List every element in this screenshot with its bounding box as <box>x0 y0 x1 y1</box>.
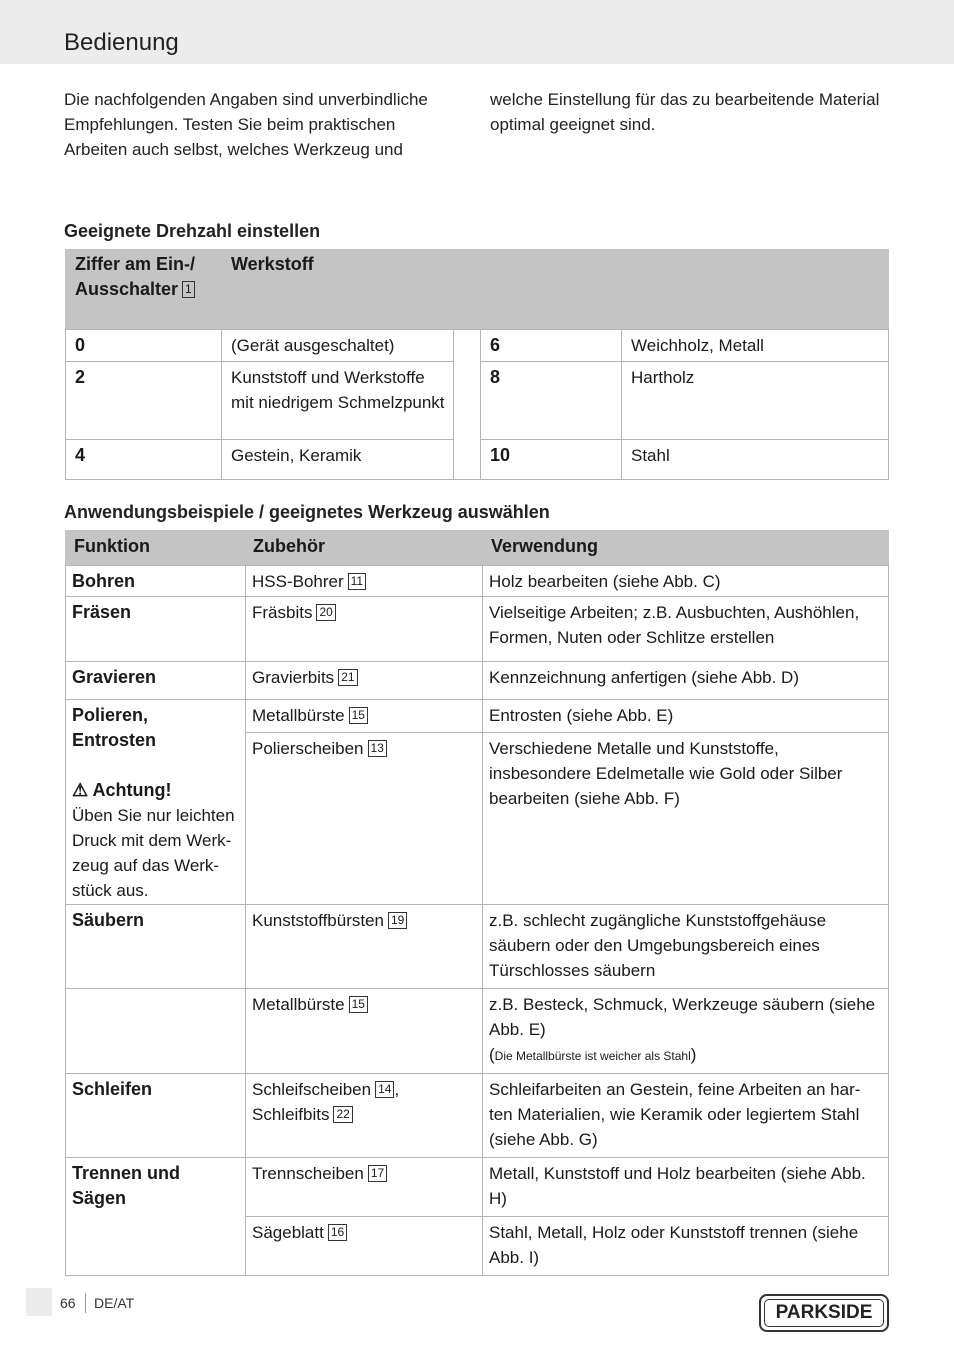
speed-digit: 10 <box>480 439 622 480</box>
speed-digit: 2 <box>65 361 222 440</box>
function-cell: Fräsen <box>65 596 246 662</box>
speed-table-spacer <box>453 329 481 480</box>
speed-header-material: Werkstoff <box>231 254 314 274</box>
speed-table-title: Geeignete Drehzahl einstellen <box>64 221 321 241</box>
footer-tab <box>26 1288 52 1316</box>
header-accessory: Zubehör <box>253 536 325 556</box>
speed-material: Kunststoff und Werkstoffe mit niedrigem Schmelzpunkt <box>221 361 454 440</box>
ref-number: 11 <box>348 573 366 590</box>
header-usage: Verwendung <box>491 536 599 556</box>
function-cell: Trennen und Sägen <box>65 1157 246 1276</box>
speed-material: Weichholz, Metall <box>621 329 889 362</box>
usage-cell: Holz bearbeiten (siehe Abb. C) <box>482 565 889 597</box>
page-title: Bedienung <box>64 29 179 56</box>
function-cell: Schleifen <box>65 1073 246 1158</box>
footer-divider <box>85 1293 86 1313</box>
usage-note: Die Metallbürste ist weicher als Stahl <box>494 1049 691 1063</box>
usage-cell: Entrosten (siehe Abb. E) <box>482 699 889 733</box>
accessory-cell: Sägeblatt 16 <box>245 1216 483 1276</box>
accessory-cell: Metallbürste 15 <box>245 988 483 1074</box>
speed-digit: 6 <box>480 329 622 362</box>
accessory-cell: Gravierbits 21 <box>245 661 483 700</box>
function-cell: Bohren <box>65 565 246 597</box>
ref-number: 17 <box>368 1165 387 1182</box>
ref-number: 14 <box>375 1081 394 1098</box>
ref-number: 21 <box>338 669 357 686</box>
speed-material: (Gerät ausgeschaltet) <box>221 329 454 362</box>
speed-digit: 4 <box>65 439 222 480</box>
accessory-cell: Fräsbits 20 <box>245 596 483 662</box>
accessory-cell: Polierscheiben 13 <box>245 732 483 905</box>
function-cell: Gravieren <box>65 661 246 700</box>
ref-number: 15 <box>349 996 368 1013</box>
ref-number: 22 <box>333 1106 352 1123</box>
brand-logo <box>759 1294 889 1332</box>
ref-number: 1 <box>182 281 195 298</box>
usage-table-title: Anwendungsbeispiele / geeignetes Werkzeug auswählen <box>64 502 550 522</box>
ref-number: 16 <box>328 1224 347 1241</box>
warning-icon: ⚠ <box>72 780 89 800</box>
function-cell-empty <box>65 988 246 1074</box>
intro-text-left: Die nachfolgenden Angaben sind unverbindliche Empfehlungen. Testen Sie beim praktischen Arbeiten auch selbst, welches Werkzeug und <box>64 90 428 159</box>
warning-heading: ⚠ Achtung! <box>72 780 172 800</box>
accessory-cell: Metallbürste 15 <box>245 699 483 733</box>
brand-logo-text: PARKSIDE <box>764 1299 884 1327</box>
accessory-cell: Kunststoffbürsten 19 <box>245 904 483 989</box>
usage-cell: z.B. Besteck, Schmuck, Werkzeuge säubern (siehe Abb. E) (Die Metallbürste ist weicher als Stahl) <box>482 988 889 1074</box>
usage-cell: Vielseitige Arbeiten; z.B. Ausbuchten, Aushöhlen, Formen, Nuten oder Schlitze erstellen <box>482 596 889 662</box>
intro-text-right: welche Einstellung für das zu bearbeitende Material optimal geeignet sind. <box>490 90 880 134</box>
warning-text: Üben Sie nur leichten Druck mit dem Werk- zeug auf das Werk- stück aus. <box>72 806 235 900</box>
usage-cell: Verschiedene Metalle und Kunststoffe, insbesondere Edelmetalle wie Gold oder Silber bearbeiten (siehe Abb. F) <box>482 732 889 905</box>
usage-cell: Kennzeichnung anfertigen (siehe Abb. D) <box>482 661 889 700</box>
page-header <box>0 0 954 64</box>
header-function: Funktion <box>74 536 150 556</box>
speed-material: Hartholz <box>621 361 889 440</box>
ref-number: 13 <box>368 740 387 757</box>
language-code: DE/AT <box>94 1295 135 1311</box>
speed-digit: 8 <box>480 361 622 440</box>
speed-material: Stahl <box>621 439 889 480</box>
accessory-cell: Trennscheiben 17 <box>245 1157 483 1217</box>
ref-number: 15 <box>349 707 368 724</box>
page-number: 66 <box>60 1295 76 1311</box>
usage-cell: Stahl, Metall, Holz oder Kunststoff trennen (siehe Abb. I) <box>482 1216 889 1276</box>
accessory-cell: HSS-Bohrer 11 <box>245 565 483 597</box>
speed-header-digit: Ziffer am Ein-/ Ausschalter 1 <box>75 254 196 299</box>
usage-cell: z.B. schlecht zugängliche Kunststoffgehäuse säubern oder den Umgebungsbereich eines Türschlosses säubern <box>482 904 889 989</box>
function-cell-polieren: Polieren, Entrosten ⚠ Achtung! Üben Sie nur leichten Druck mit dem Werk- zeug auf das Werk- stück aus. <box>65 699 246 905</box>
usage-cell: Metall, Kunststoff und Holz bearbeiten (siehe Abb. H) <box>482 1157 889 1217</box>
accessory-cell: Schleifscheiben 14 , Schleifbits 22 <box>245 1073 483 1158</box>
ref-number: 20 <box>316 604 335 621</box>
usage-cell: Schleifarbeiten an Gestein, feine Arbeiten an har- ten Materialien, wie Keramik oder legiertem Stahl (siehe Abb. G) <box>482 1073 889 1158</box>
speed-digit: 0 <box>65 329 222 362</box>
speed-material: Gestein, Keramik <box>221 439 454 480</box>
function-cell: Säubern <box>65 904 246 989</box>
usage-table-header <box>65 530 889 565</box>
ref-number: 19 <box>388 912 407 929</box>
